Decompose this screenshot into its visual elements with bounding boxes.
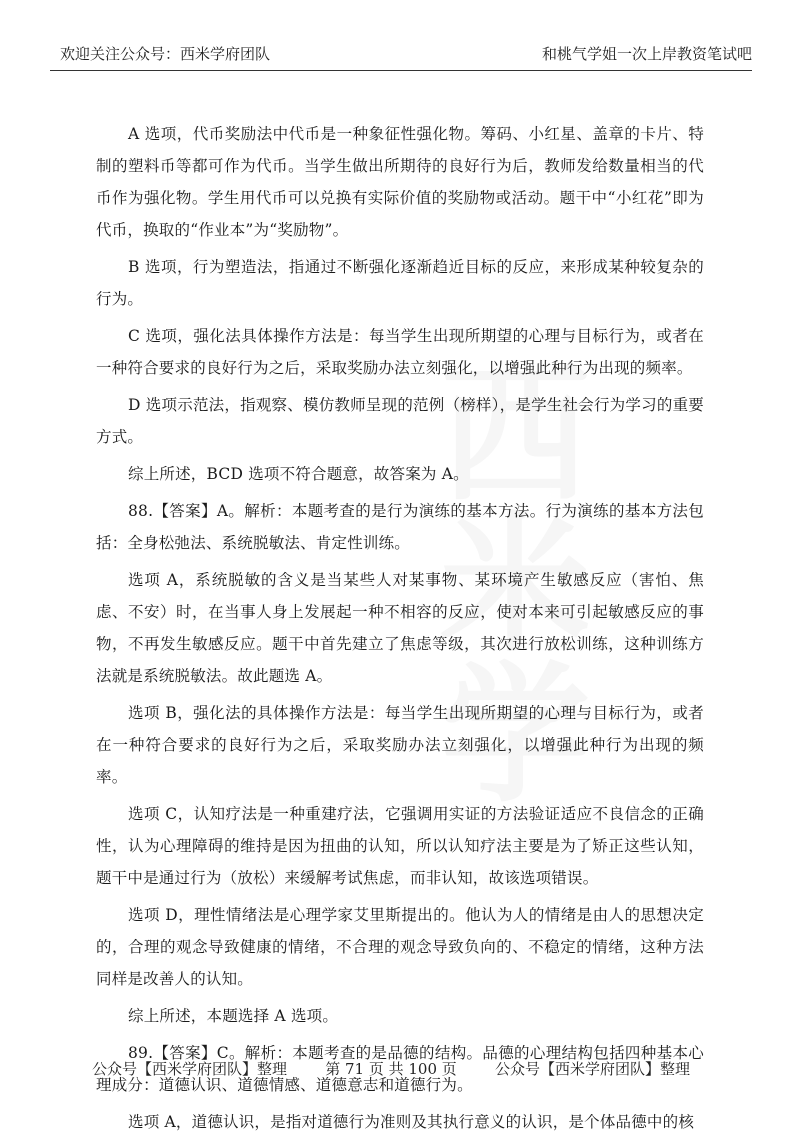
footer-left-text: 公众号【西米学府团队】整理: [92, 1060, 288, 1078]
paragraph-option-b-shaping: B 选项，行为塑造法，指通过不断强化逐渐趋近目标的反应，来形成某种较复杂的行为。: [96, 258, 704, 308]
paragraph-answer-89: 89.【答案】C。解析：本题考查的是品德的结构。品德的心理结构包括四种基本心理成分：道德认识、道德情感、道德意志和道德行为。: [96, 1044, 704, 1094]
paragraph-answer-88: 88.【答案】A。解析：本题考查的是行为演练的基本方法。行为演练的基本方法包括：全身松弛法、系统脱敏法、肯定性训练。: [96, 502, 704, 552]
paragraph-88-option-b: 选项 B，强化法的具体操作方法是：每当学生出现所期望的心理与目标行为，或者在一种符合要求的良好行为之后，采取奖励办法立刻强化，以增强此种行为出现的频率。: [96, 704, 704, 786]
header-left-text: 欢迎关注公众号：西米学府团队: [60, 44, 271, 63]
paragraph-88-option-d: 选项 D，理性情绪法是心理学家艾里斯提出的。他认为人的情绪是由人的思想决定的，合理的观念导致健康的情绪，不合理的观念导致负向的、不稳定的情绪，这种方法同样是改善人的认知。: [96, 906, 704, 988]
paragraph-89-option-a: 选项 A，道德认识，是指对道德行为准则及其执行意义的认识，是个体品德中的核: [128, 1113, 695, 1131]
page-footer: [92, 1058, 690, 1079]
watermark-char: 米: [439, 497, 590, 673]
paragraph-88-option-c: 选项 C，认知疗法是一种重建疗法，它强调用实证的方法验证适应不良信念的正确性，认为心理障碍的维持是因为扭曲的认知，所以认知疗法主要是为了矫正这些认知，题干中是通过行为（放松）来缓解考试焦虑，而非认知，故该选项错误。: [96, 805, 704, 887]
watermark-char: 学: [439, 647, 590, 823]
page-header: [60, 38, 752, 68]
paragraph-option-d-modeling: D 选项示范法，指观察、模仿教师呈现的范例（榜样），是学生社会行为学习的重要方式。: [96, 396, 704, 446]
watermark-char: 西: [439, 347, 590, 523]
paragraph-option-a-token: A 选项，代币奖励法中代币是一种象征性强化物。筹码、小红星、盖章的卡片、特制的塑料币等都可作为代币。当学生做出所期待的良好行为后，教师发给数量相当的代币作为强化物。学生用代币可以兑换有实际价值的奖励物或活动。题干中“小红花”即为代币，换取的“作业本”为“奖励物”。: [96, 125, 704, 239]
footer-right-text: 公众号【西米学府团队】整理: [494, 1060, 690, 1078]
header-divider: [50, 70, 752, 71]
paragraph-88-option-a: 选项 A，系统脱敏的含义是当某些人对某事物、某环境产生敏感反应（害怕、焦虑、不安）时，在当事人身上发展起一种不相容的反应，使对本来可引起敏感反应的事物，不再发生敏感反应。题干中首先建立了焦虑等级，其次进行放松训练，这种训练方法就是系统脱敏法。故此题选 A。: [96, 571, 704, 685]
header-right-text: 和桃气学姐一次上岸教资笔试吧: [541, 44, 752, 63]
footer-page-number: 第 71 页 共 100 页: [325, 1060, 457, 1078]
paragraph-option-c-reinforcement: C 选项，强化法具体操作方法是：每当学生出现所期望的心理与目标行为，或者在一种符合要求的良好行为之后，采取奖励办法立刻强化，以增强此种行为出现的频率。: [96, 327, 704, 377]
paragraph-summary-88: 综上所述，本题选择 A 选项。: [128, 1007, 339, 1025]
document-body: [96, 118, 704, 1143]
paragraph-summary-87: 综上所述，BCD 选项不符合题意，故答案为 A。: [128, 465, 469, 483]
